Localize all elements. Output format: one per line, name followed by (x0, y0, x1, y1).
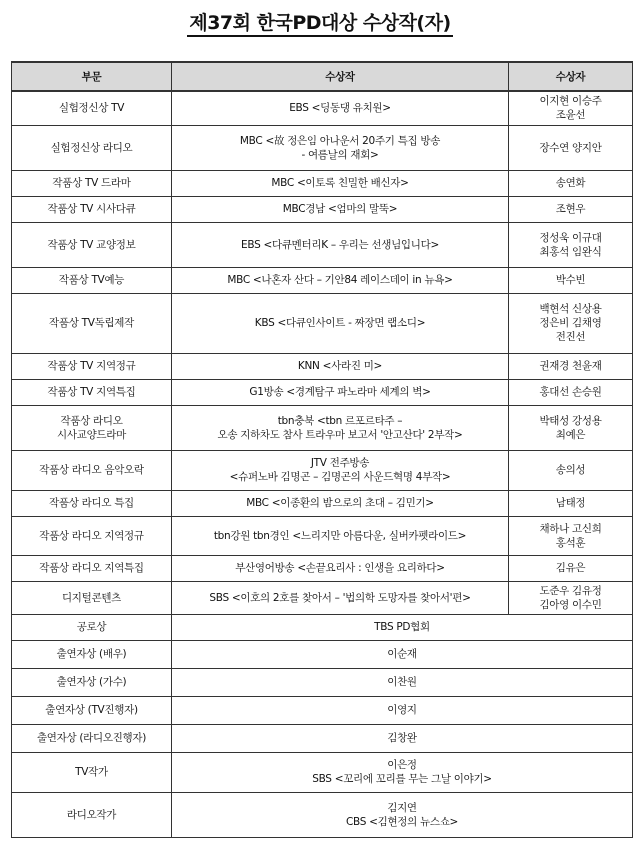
work-cell: tbn충북 <tbn 르포르타주 – 오송 지하차도 참사 트라우마 보고서 '안고산다' 2부작> (172, 405, 509, 450)
work-cell: KBS <다큐인사이트 - 짜장면 랩소디> (172, 293, 509, 353)
merged-row (12, 640, 633, 668)
winners-cell: 권재경 천윤재 (509, 353, 633, 379)
category-cell: 작품상 TV 지역정규 (12, 353, 172, 379)
document-title: 제37회 한국PD대상 수상작(자) (0, 8, 640, 35)
category-cell: 작품상 라디오 지역특집 (12, 555, 172, 581)
work-cell: MBC <故 정은임 아나운서 20주기 특집 방송 - 여름날의 재회> (172, 125, 509, 170)
category-cell: 작품상 TV예능 (12, 267, 172, 293)
work-cell: tbn강원 tbn경인 <느리지만 아름다운, 실버카펫라이드> (172, 516, 509, 555)
winners-cell: 도준우 김유정 김아영 이수민 (509, 581, 633, 614)
winners-cell: 채하나 고신희 홍석훈 (509, 516, 633, 555)
table-header-row (12, 62, 633, 91)
merged-row (12, 668, 633, 696)
header-work: 수상작 (172, 62, 509, 91)
category-cell: 작품상 TV독립제작 (12, 293, 172, 353)
merged-value-cell: 김창완 (172, 724, 633, 752)
category-cell: 작품상 TV 드라마 (12, 170, 172, 196)
category-cell: 작품상 라디오 지역정규 (12, 516, 172, 555)
merged-row (12, 614, 633, 640)
category-cell: 작품상 TV 시사다큐 (12, 196, 172, 222)
category-cell: 라디오작가 (12, 792, 172, 837)
merged-value-cell: 이순재 (172, 640, 633, 668)
category-cell: 작품상 라디오 시사교양드라마 (12, 405, 172, 450)
category-cell: 출연자상 (가수) (12, 668, 172, 696)
table-row (12, 170, 633, 196)
merged-value-cell: TBS PD협회 (172, 614, 633, 640)
category-cell: 출연자상 (배우) (12, 640, 172, 668)
winners-cell: 김유은 (509, 555, 633, 581)
category-cell: 작품상 라디오 특집 (12, 490, 172, 516)
work-cell: JTV 전주방송 <슈퍼노바 김명곤 – 김명곤의 사운드혁명 4부작> (172, 450, 509, 490)
table-row (12, 516, 633, 555)
table-row (12, 91, 633, 125)
winners-cell: 정성욱 이규대 최홍석 임완식 (509, 222, 633, 267)
awards-table (11, 61, 633, 838)
winners-cell: 박태성 강성용 최예은 (509, 405, 633, 450)
category-cell: TV작가 (12, 752, 172, 792)
work-cell: MBC <이종환의 밤으로의 초대 – 김민기> (172, 490, 509, 516)
table-row (12, 267, 633, 293)
merged-value-cell: 이찬원 (172, 668, 633, 696)
table-row (12, 353, 633, 379)
table-row (12, 196, 633, 222)
winners-cell: 조현우 (509, 196, 633, 222)
table-row (12, 450, 633, 490)
table-row (12, 125, 633, 170)
header-category: 부문 (12, 62, 172, 91)
winners-cell: 남태정 (509, 490, 633, 516)
merged-value-cell: 이영지 (172, 696, 633, 724)
merged-row (12, 792, 633, 837)
category-cell: 작품상 TV 지역특집 (12, 379, 172, 405)
merged-row (12, 696, 633, 724)
table-row (12, 379, 633, 405)
table-row (12, 405, 633, 450)
winners-cell: 장수연 양지안 (509, 125, 633, 170)
work-cell: G1방송 <경계탐구 파노라마 세계의 벽> (172, 379, 509, 405)
work-cell: MBC <나혼자 산다 – 기안84 레이스데이 in 뉴욕> (172, 267, 509, 293)
category-cell: 작품상 라디오 음악오락 (12, 450, 172, 490)
work-cell: SBS <이호의 2호를 찾아서 – '법의학 도망자를 찾아서'편> (172, 581, 509, 614)
winners-cell: 백현석 신상용 정은비 김채영 전진선 (509, 293, 633, 353)
merged-row (12, 724, 633, 752)
category-cell: 출연자상 (TV진행자) (12, 696, 172, 724)
category-cell: 작품상 TV 교양정보 (12, 222, 172, 267)
category-cell: 디지털콘텐츠 (12, 581, 172, 614)
winners-cell: 송연화 (509, 170, 633, 196)
header-winners: 수상자 (509, 62, 633, 91)
work-cell: EBS <다큐멘터리K – 우리는 선생님입니다> (172, 222, 509, 267)
category-cell: 출연자상 (라디오진행자) (12, 724, 172, 752)
work-cell: EBS <딩동댕 유치원> (172, 91, 509, 125)
work-cell: MBC경남 <엄마의 말뚝> (172, 196, 509, 222)
category-cell: 실험정신상 라디오 (12, 125, 172, 170)
table-row (12, 222, 633, 267)
winners-cell: 송의성 (509, 450, 633, 490)
merged-value-cell: 김지연 CBS <김현정의 뉴스쇼> (172, 792, 633, 837)
winners-cell: 홍대선 손승원 (509, 379, 633, 405)
table-row (12, 581, 633, 614)
table-row (12, 490, 633, 516)
work-cell: 부산영어방송 <손끝요리사 : 인생을 요리하다> (172, 555, 509, 581)
work-cell: MBC <이토록 친밀한 배신자> (172, 170, 509, 196)
category-cell: 실험정신상 TV (12, 91, 172, 125)
work-cell: KNN <사라진 미> (172, 353, 509, 379)
category-cell: 공로상 (12, 614, 172, 640)
table-row (12, 293, 633, 353)
merged-row (12, 752, 633, 792)
table-row (12, 555, 633, 581)
winners-cell: 박수빈 (509, 267, 633, 293)
winners-cell: 이지현 이승주 조윤선 (509, 91, 633, 125)
merged-value-cell: 이은정 SBS <꼬리에 꼬리를 무는 그날 이야기> (172, 752, 633, 792)
